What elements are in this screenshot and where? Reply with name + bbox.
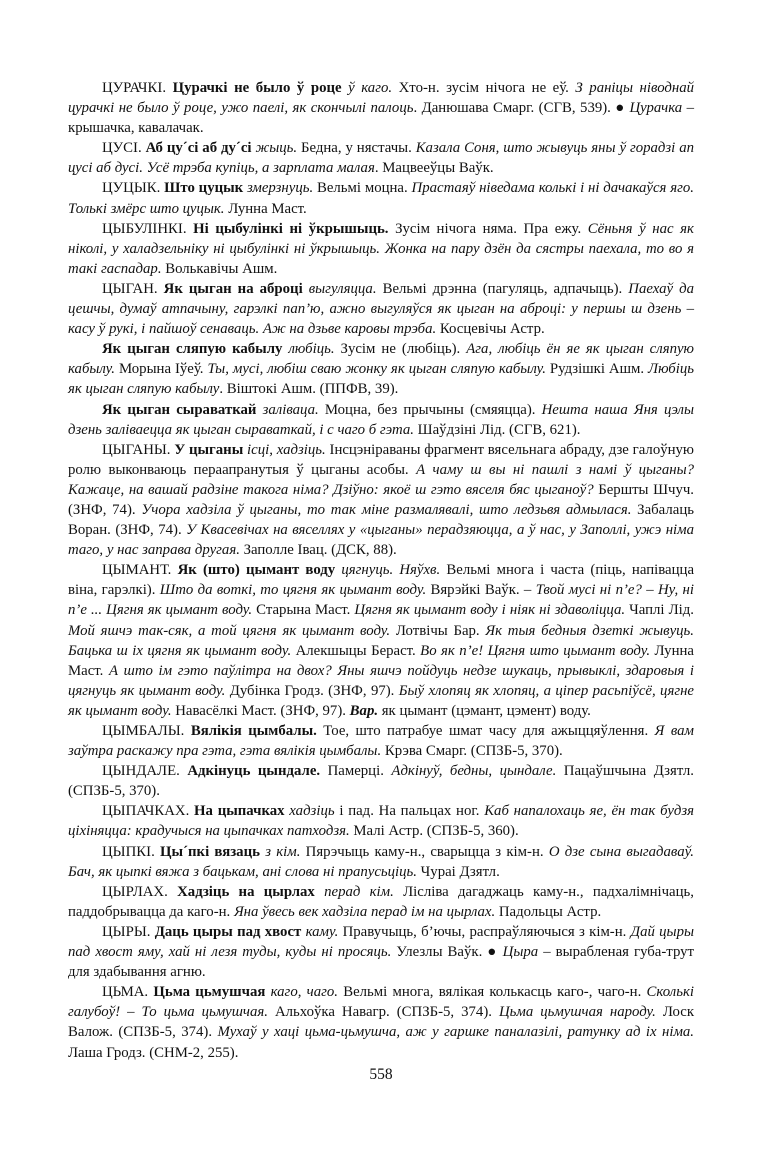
italic-text: Твой мусі ні п’е? – Ну, ні п’е ... Цягня як цымант воду. [68,582,694,619]
entry-text: . Мацвееўцы Ваўк. [374,160,494,177]
entry-text: – вырабленая губа-трут для здабывання агню. [68,944,695,981]
headword-phrase: Цы´пкі вязаць [160,843,260,860]
dictionary-entry [68,440,694,561]
entry-text: ЦЫГАНЫ. [102,441,175,458]
italic-text: Яна ўвесь век хадзіла перад ім на цырлах. [233,903,496,920]
headword-phrase: Як цыган сляпую кабылу [102,341,283,358]
italic-text: Цьма цьмушчая народу. [498,1004,656,1021]
entry-text: Тое, што патрабуе шмат часу для ажыццяўлення. [316,723,655,739]
italic-text: Сёньня ў нас як ніколі, у халадзельніку ні цыбулінкі ні ўкрышыць. Жонка на пару дзён да сястры паехала, то во я такі гаспадар. [68,220,694,277]
entry-text: Памерці. [320,763,392,780]
headword-phrase: Як цыган на аброці [163,280,303,297]
italic-text: Во як п’е! Цягня што цымант воду. [420,642,651,659]
entry-text: Чаплі Лід. [625,602,694,619]
italic-text: Ты, мусі, любіш сваю жонку як цыган сляпую кабылу. [207,361,546,378]
entry-text: Правучыць, б’ючы, распраўляючыся з кім-н. [338,923,631,940]
italic-text: Любіць як цыган сляпую кабылу [68,361,694,398]
italic-text: А што ім гэто паўлітра на двох? Яны яшчэ пойдуць недзе шукаць, прывыклі, здаровыя і цягнуць як цымант воду. [68,662,694,699]
entry-text: Лунна Маст. [68,642,694,679]
entry-text: Бедна, у нястачы. [297,140,416,157]
italic-text: Сколькі галубоў! – То цьма цьмушчая. [68,984,694,1021]
dictionary-entry [68,78,694,138]
entry-text: і пад. На пальцах ног. [334,803,485,820]
italic-text: Учора хадзіла ў цыганы, то так міне размалявалі, што ледзьвя адмылася. [141,501,632,518]
headword-phrase: Ні цыбулінкі ні ўкрышыць. [193,220,389,237]
entry-text: Старына Маст. [252,602,355,619]
entry-text: Альхоўка Навагр. (СПЗБ-5, 374). [267,1004,499,1021]
entry-text: Заполле Івац. (ДСК, 88). [239,542,397,559]
dictionary-entry [68,882,694,922]
entry-text: – крышачка, кавалачак. [68,100,694,137]
entry-text: Шаўдзіні Лід. (СГВ, 621). [413,421,581,438]
italic-text: каго, чаго. [265,984,338,1001]
headword-phrase: Даць цыры пад хвост [154,923,302,940]
italic-text: Цыра [502,944,539,961]
entry-text: Вельмі дрэнна (пагуляць, адпачыць). [376,280,629,297]
entry-text: ЦУРАЧКІ. [102,80,173,96]
dictionary-entry [68,922,694,982]
italic-text: Прастаяў ніведама колькі і ні дачакаўся яго. Толькі змёрс што цуцык. [68,180,694,217]
entry-text: Волькавічы Ашм. [161,260,278,277]
italic-text: змерзнуць. [243,180,314,197]
entry-text: ЦЫНДАЛЕ. [102,763,188,780]
italic-text: цягнуць. Няўхв. [335,562,441,579]
entry-text: Вельмі моцна. [313,180,412,197]
italic-text: Што да воткі, то цягня як цымант воду. [159,582,427,599]
entry-text: Чураі Дзятл. [416,863,500,880]
italic-text: Быў хлопяц як хлопяц, а ціпер расьпіўсё, цягне як цымант воду. [68,682,695,719]
page-number: 558 [369,1065,393,1083]
entry-text: Лотвічы Бар. [390,622,486,639]
italic-text: Дай цыры пад хвост яму, хай ні лезя туды, куды ні просяць. [68,923,694,961]
entry-text: Бершты Шчуч. (ЗНФ, 74). [68,481,694,518]
headword-phrase: Што цуцык [164,180,244,197]
italic-text: О дзе сына выгадаваў. Бач, як цыпкі вяжа з бацькам, ані слова ні прапусьціць. [68,843,694,880]
entry-text: Зусім нічога няма. Пра ежу. [388,220,588,237]
dictionary-entry [68,400,694,440]
entry-text: Вярэйкі Ваўк. – [426,582,536,599]
italic-text: ў каго. [341,80,393,96]
entry-text: ЦЫРЫ. [102,923,155,940]
italic-text: Як тыя бедныя дзеткі жывуць. Бацька ш іх цягня як цымант воду. [68,622,694,659]
headword-phrase: Як цыган сыраваткай [102,401,257,418]
entry-text: Лунна Маст. [224,200,307,217]
dictionary-entry [68,339,694,399]
italic-text: заліваца. [256,401,319,418]
entry-text: Морына Іўеў. [115,361,208,378]
variant-label: Вар. [349,702,379,719]
italic-text: жыць. [251,140,298,157]
italic-text: А чаму ш вы ні пашлі з намі ў цыганы? Кажаце, на вашай радзіне такога німа? Дзіўно: якоё ш гэто вяселя бяс цыганоў? [68,461,694,498]
italic-text: Мухаў у хаці цьма-цьмушча, аж у гаршке паналазілі, ратунку ад іх німа. [217,1024,694,1041]
dictionary-entry [68,560,694,721]
headword-phrase: Аб цу´сі аб ду´сі [145,140,252,157]
entry-text: ЦЫПАЧКАХ. [102,803,195,820]
entry-text: . Віштокі Ашм. (ППФВ, 39). [219,381,399,398]
italic-text: З раніцы ніводнай цурачкі не было ў роце, ужо паелі, як скончылі палоць [68,80,695,117]
entry-text: ЦЫРЛАХ. [102,883,178,900]
entry-text: Лісліва дагаджаць каму-н., падхалімнічаць, паддобрывацца да каго-н. [68,883,694,920]
dictionary-entry [68,279,694,339]
entry-text: Забалаць Воран. (ЗНФ, 74). [68,501,694,539]
dictionary-entry [68,982,694,1062]
italic-text: Ага, любіць ён яе як цыган сляпую кабылу. [68,341,694,378]
dictionary-entry [68,761,694,801]
entry-text: Зусім не (любіць). [334,341,467,358]
dictionary-entry [68,178,694,218]
headword-phrase: Як (што) цымант воду [177,562,336,579]
entry-text: ЦЫПКІ. [102,843,161,860]
entry-text: Рудзішкі Ашм. [545,361,649,378]
entry-text: Дубінка Гродз. (ЗНФ, 97). [225,682,399,699]
dictionary-entry [68,721,694,761]
entry-text: ЦЫБУЛІНКІ. [102,220,194,237]
italic-text: У Квасевічах на вяселлях у «цыганы» перадзяюцца, а ў нас, у Заполлі, ужэ німа таго, у нас заправа другая. [68,522,694,559]
headword-phrase: Цурачкі не было ў роце [172,80,342,96]
italic-text: любіць. [282,341,335,358]
dictionary-entry [68,801,694,841]
entry-text: Хто-н. зусім нічога не еў. [392,80,576,96]
entry-text: як цымант (цэмант, цэмент) воду. [378,702,591,719]
entry-text: Вельмі многа і часта (піць, напівацца віна, гарэлкі). [68,562,695,599]
italic-text: Я вам заўтра раскажу пра гэта, гэта вялікія цымбалы. [68,723,694,760]
entry-text: Пацаўшчына Дзятл. (СПЗБ-5, 370). [68,763,694,800]
headword-phrase: На цыпачках [194,803,285,820]
headword-phrase: У цыганы [174,441,244,458]
entry-text: Лаша Гродз. (СНМ-2, 255). [68,1044,239,1061]
headword-phrase: Адкінуць цындале. [187,763,321,780]
entry-list [68,78,694,1063]
entry-text: Лоск Валож. (СПЗБ-5, 374). [68,1004,695,1041]
italic-text: каму. [301,923,339,940]
entry-text: Вельмі многа, вялікая колькасць каго-, чаго-н. [337,984,647,1001]
dictionary-entry [68,219,694,279]
italic-text: Паехаў да цешчы, думаў атпачыну, гарэлкі пап’ю, ажно выгуляўся як цыган на аброці: у першы ш дзень – касу ў рукі, і пайшоў сенаваць. Аж на дзьве каровы трэба. [68,280,694,338]
entry-text: ЦУСІ. [102,140,146,157]
entry-text: ЦЫГАН. [102,280,164,297]
italic-text: Казала Соня, што жывуць яны ў горадзі ап цусі аб дусі. Усё трэба купіць, а зарплата малая [68,140,695,177]
entry-text: Моцна, без прычыны (смяяцца). [318,401,542,418]
entry-text: Крэва Смарг. (СПЗБ-5, 370). [381,743,563,760]
italic-text: выгуляцца. [302,280,377,297]
italic-text: Адкінуў, бедны, цындале. [391,763,557,780]
headword-phrase: Хадзіць на цырлах [177,883,315,900]
entry-text: Косцевічы Астр. [436,321,545,338]
italic-text: ісці, хадзіць. [243,441,326,458]
italic-text: хадзіць [284,803,335,820]
italic-text: Цурачка [629,100,683,117]
entry-text: Малі Астр. (СПЗБ-5, 360). [349,823,519,840]
entry-text: ЦУЦЫК. [102,180,165,197]
dictionary-entry [68,138,694,178]
entry-text: Падольцы Астр. [495,903,602,920]
entry-text: ЦЬМА. [102,984,154,1001]
entry-text: Улезлы Ваўк. ● [391,944,503,961]
italic-text: Нешта наша Яня цэлы дзень заліваецца як цыган сыраваткай, і с чаго б гэта. [68,401,694,438]
dictionary-entry [68,842,694,882]
entry-text: Алекшыцы Бераст. [291,642,421,659]
entry-text: ЦЫМАНТ. [102,562,178,579]
italic-text: з кім. [259,843,301,860]
entry-text: Пярэчыць каму-н., сварыцца з кім-н. [300,843,549,860]
entry-text: Інсцэніраваны фрагмент вясельнага абраду, дзе галоўную ролю выконваюць пераапранутыя ў цыганы асобы. [68,441,694,478]
headword-phrase: Цьма цьмушчая [153,984,266,1001]
entry-text: ЦЫМБАЛЫ. [102,723,191,739]
italic-text: Цягня як цымант воду і ніяк ні здаволіцца. [354,602,626,619]
entry-text: Навасёлкі Маст. (ЗНФ, 97). [171,702,350,719]
headword-phrase: Вялікія цымбалы. [190,723,317,739]
entry-text: . Данюшава Смарг. (СГВ, 539). ● [413,100,630,117]
italic-text: Каб напалохаць яе, ён так будзя ціхіняцца: крадучыся на цыпачках патходзя. [68,803,694,840]
italic-text: Мой яшчэ так-сяк, а той цягня як цымант воду. [68,622,391,639]
italic-text: перад кім. [314,883,394,900]
